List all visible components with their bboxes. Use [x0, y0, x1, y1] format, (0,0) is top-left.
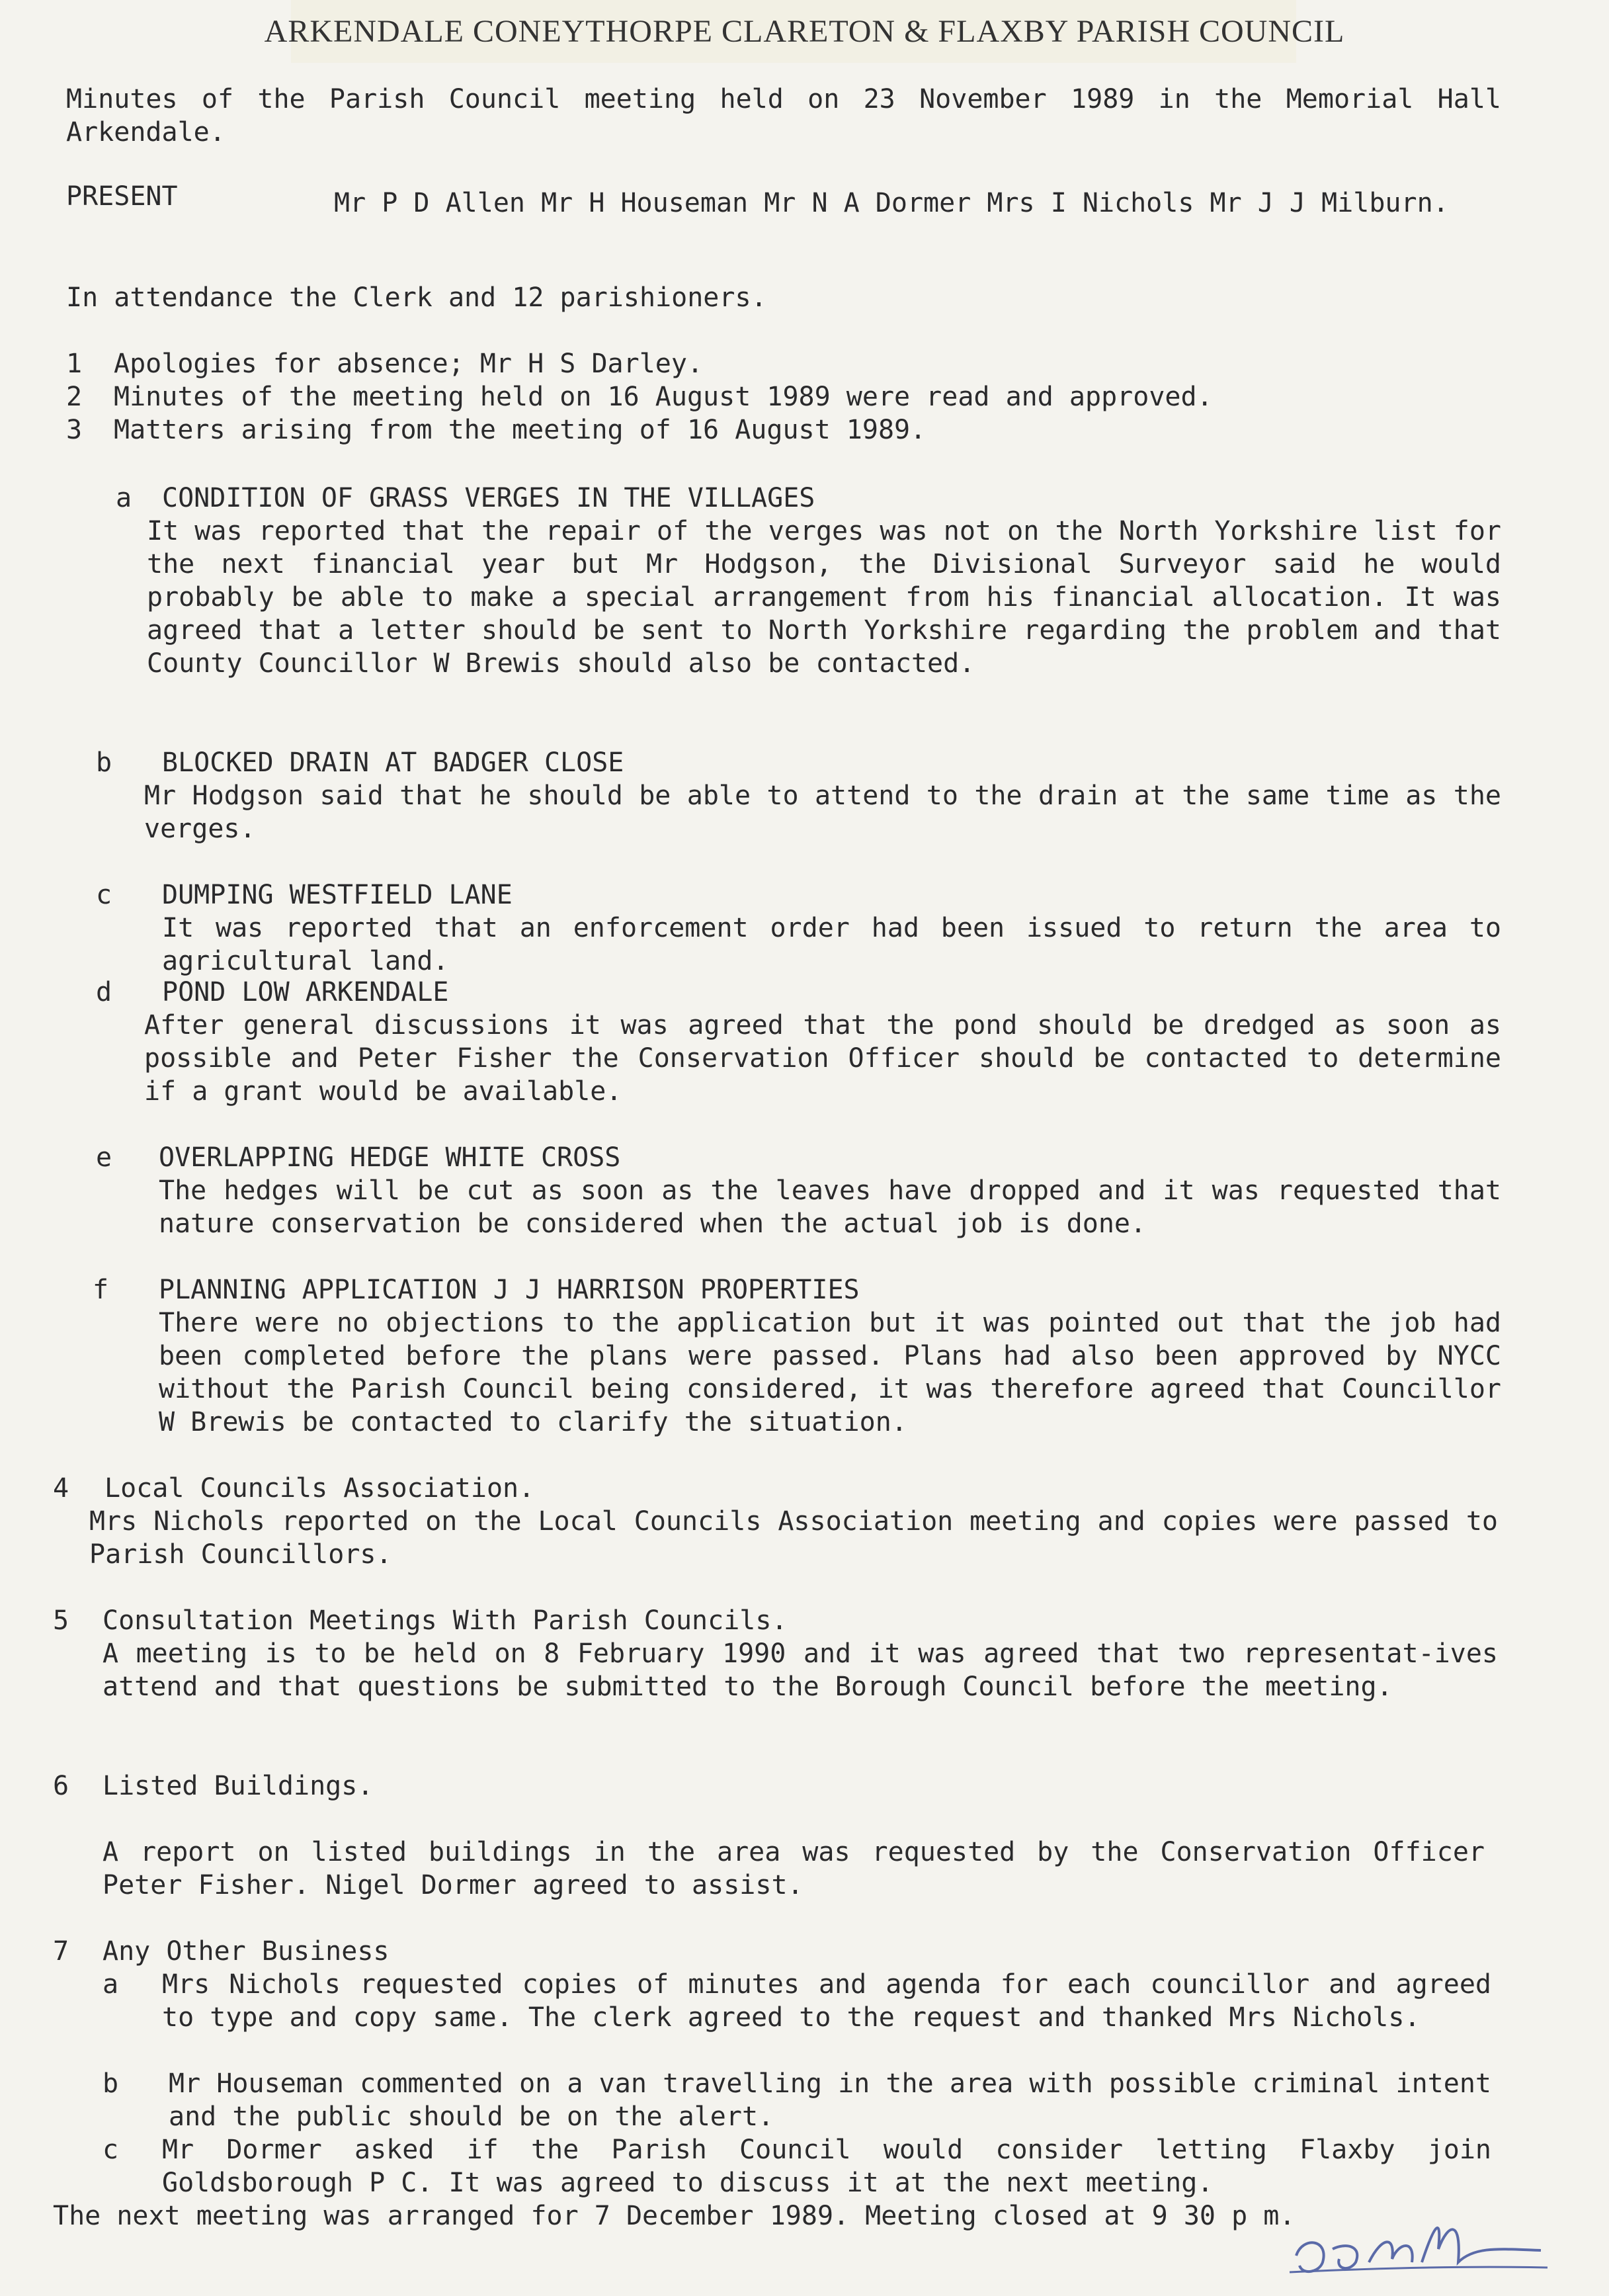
- closing-text: The next meeting was arranged for 7 December 1989. Meeting closed at 9 30 p m.: [53, 2201, 1296, 2231]
- matter-body: After general discussions it was agreed that the pond should be dredged as soon as possible and Peter Fisher the Conservation Officer should be contacted to determine if a grant would be available.: [144, 1010, 1501, 1107]
- item-text: Minutes of the meeting held on 16 August 1989 were read and approved.: [114, 382, 1213, 412]
- matter-title: DUMPING WESTFIELD LANE: [162, 880, 513, 910]
- item-number: 1: [66, 349, 83, 379]
- matter-body: The hedges will be cut as soon as the leaves have dropped and it was requested that nature conservation be considered when the actual job is done.: [159, 1175, 1501, 1239]
- council-title: ARKENDALE CONEYTHORPE CLARETON & FLAXBY PARISH COUNCIL: [264, 14, 1345, 49]
- aob-letter: c: [103, 2135, 119, 2165]
- matter-letter: e: [96, 1142, 112, 1173]
- matter-letter: b: [96, 747, 112, 778]
- matter-title: POND LOW ARKENDALE: [162, 977, 449, 1007]
- section-body: A meeting is to be held on 8 February 1990 and it was agreed that two representat-ives attend and that questions be submitted to the Borough Council before the meeting.: [103, 1638, 1498, 1702]
- item-number: 3: [66, 415, 83, 445]
- matter-letter: c: [96, 880, 112, 910]
- section-body: Mrs Nichols reported on the Local Councils Association meeting and copies were passed to Parish Councillors.: [89, 1506, 1498, 1570]
- matter-title: PLANNING APPLICATION J J HARRISON PROPERTIES: [159, 1275, 860, 1305]
- aob-body: Mr Houseman commented on a van travelling in the area with possible criminal intent and the public should be on the alert.: [169, 2068, 1491, 2132]
- present-label: PRESENT: [66, 181, 178, 212]
- section-number: 4: [53, 1473, 69, 1504]
- matter-body: It was reported that the repair of the verges was not on the North Yorkshire list for the next financial year but Mr Hodgson, the Divisional Surveyor said he would probably be able to make a special arrangement from his financial allocation. It was agreed that a letter should be sent to North Yorkshire regarding the problem and that County Councillor W Brewis should also be contacted.: [147, 516, 1501, 679]
- item-text: Apologies for absence; Mr H S Darley.: [114, 349, 704, 379]
- matter-letter: f: [93, 1275, 109, 1305]
- item-text: Matters arising from the meeting of 16 August 1989.: [114, 415, 927, 445]
- section-title: Any Other Business: [103, 1936, 390, 1967]
- matter-letter: d: [96, 977, 112, 1007]
- aob-letter: b: [103, 2068, 119, 2099]
- aob-body: Mrs Nichols requested copies of minutes and agenda for each councillor and agreed to type and copy same. The clerk agreed to the request and thanked Mrs Nichols.: [162, 1969, 1491, 2033]
- matter-title: CONDITION OF GRASS VERGES IN THE VILLAGES: [162, 483, 815, 513]
- section-title: Consultation Meetings With Parish Councils.: [103, 1605, 788, 1636]
- matter-title: OVERLAPPING HEDGE WHITE CROSS: [159, 1142, 621, 1173]
- intro-text: Minutes of the Parish Council meeting held on 23 November 1989 in the Memorial Hall Arkendale.: [66, 84, 1501, 148]
- section-number: 7: [53, 1936, 69, 1967]
- matter-body: It was reported that an enforcement order had been issued to return the area to agricultural land.: [162, 913, 1501, 976]
- attendance-text: In attendance the Clerk and 12 parishioners.: [66, 282, 767, 313]
- section-title: Listed Buildings.: [103, 1771, 374, 1801]
- matter-body: There were no objections to the application but it was pointed out that the job had been completed before the plans were passed. Plans had also been approved by NYCC without the Parish Council being considered, it was therefore agreed that Councillor W Brewis be contacted to clarify the situation.: [159, 1308, 1501, 1437]
- matter-title: BLOCKED DRAIN AT BADGER CLOSE: [162, 747, 624, 778]
- section-number: 5: [53, 1605, 69, 1636]
- section-body: A report on listed buildings in the area was requested by the Conservation Officer Peter Fisher. Nigel Dormer agreed to assist.: [103, 1837, 1485, 1900]
- present-names: Mr P D Allen Mr H Houseman Mr N A Dormer Mrs I Nichols Mr J J Milburn.: [334, 188, 1449, 218]
- matter-body: Mr Hodgson said that he should be able to attend to the drain at the same time as the verges.: [144, 781, 1501, 844]
- aob-body: Mr Dormer asked if the Parish Council would consider letting Flaxby join Goldsborough P C. It was agreed to discuss it at the next meeting.: [162, 2135, 1491, 2198]
- section-number: 6: [53, 1771, 69, 1801]
- item-number: 2: [66, 382, 83, 412]
- matter-letter: a: [116, 483, 132, 513]
- aob-letter: a: [103, 1969, 119, 2000]
- handwritten-signature: [1283, 2209, 1561, 2282]
- section-title: Local Councils Association.: [104, 1473, 535, 1504]
